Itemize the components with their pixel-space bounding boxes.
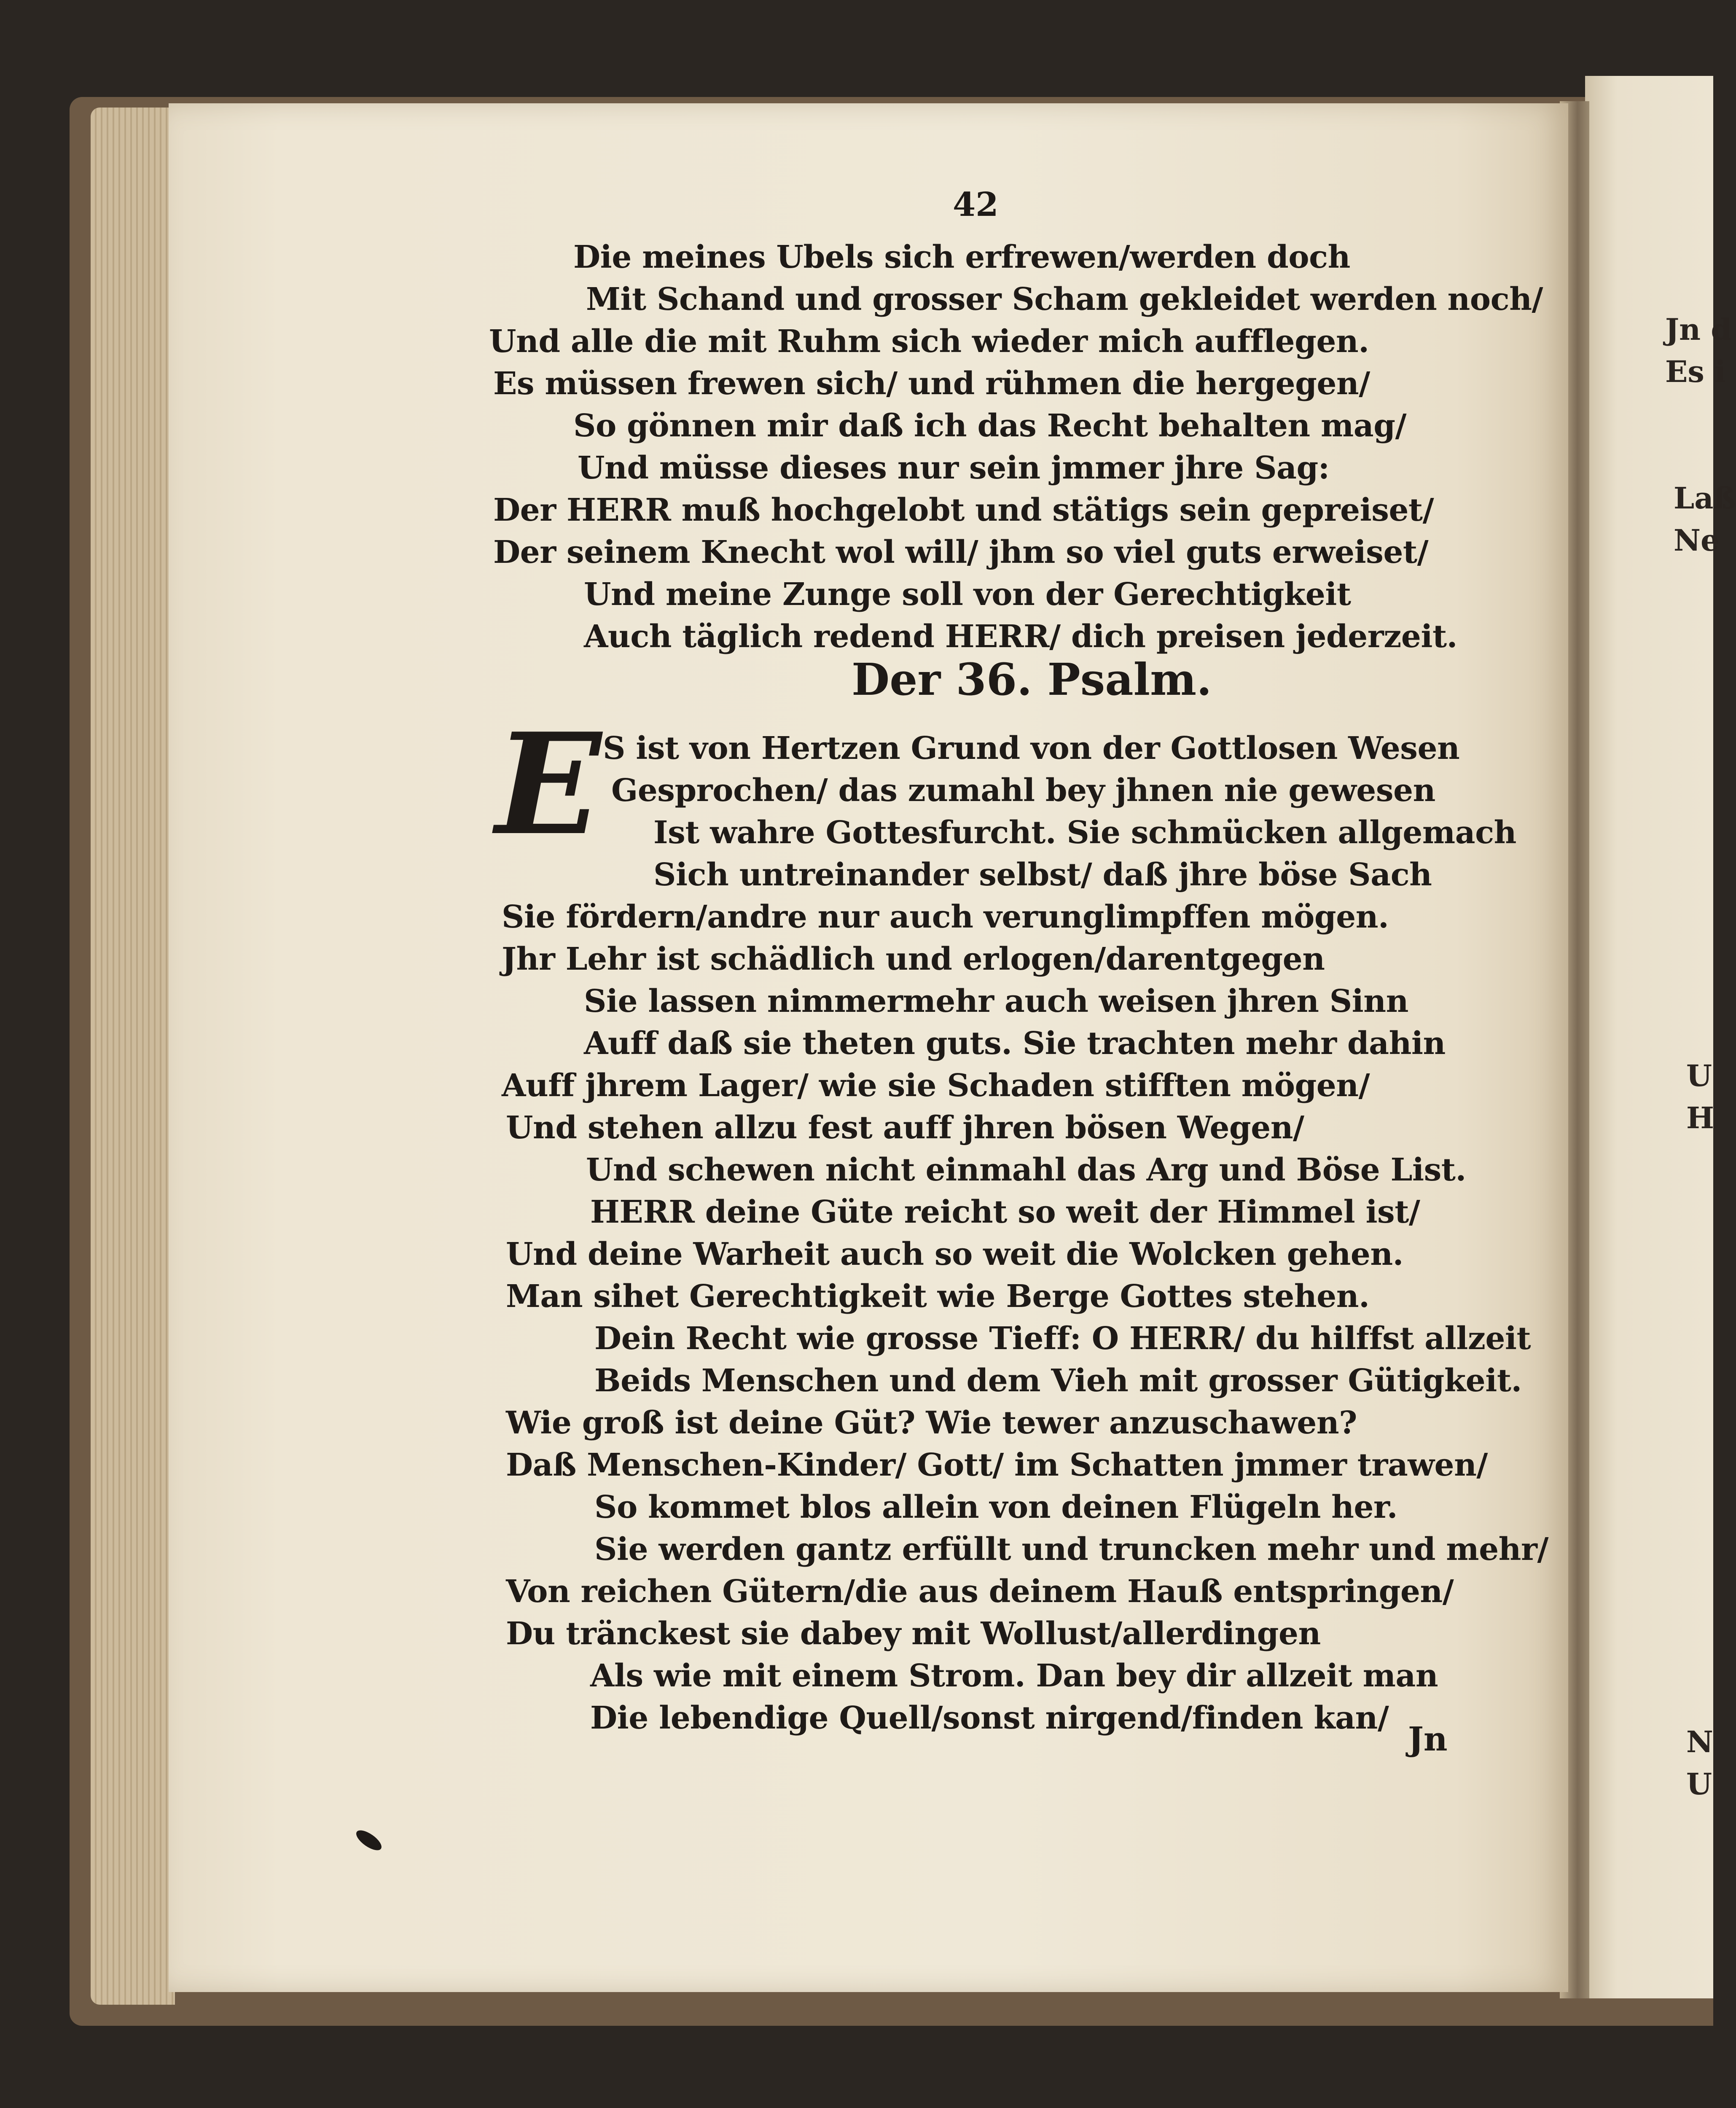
verse-line: Daß Menschen-Kinder/ Gott/ im Schatten jmmer trawen/ bbox=[506, 1447, 1488, 1483]
catchword: Jn bbox=[1408, 1720, 1448, 1758]
verse-line: Der seinem Knecht wol will/ jhm so viel guts erweiset/ bbox=[493, 534, 1429, 570]
verse-line: Gesprochen/ das zumahl bey jhnen nie gewesen bbox=[611, 772, 1435, 809]
facing-fragment: Laß bbox=[1674, 481, 1736, 516]
verse-line: Jhr Lehr ist schädlich und erlogen/darentgegen bbox=[502, 941, 1325, 977]
psalm-heading: Der 36. Psalm. bbox=[852, 653, 1212, 705]
verse-line: Sie werden gantz erfüllt und truncken mehr und mehr/ bbox=[594, 1531, 1548, 1568]
verse-line: Und deine Warheit auch so weit die Wolcken gehen. bbox=[506, 1236, 1403, 1272]
verse-line: Es müssen frewen sich/ und rühmen die hergegen/ bbox=[493, 366, 1370, 402]
verse-line: Beids Menschen und dem Vieh mit grosser Gütigkeit. bbox=[594, 1363, 1522, 1399]
verse-line: HERR deine Güte reicht so weit der Himmel ist/ bbox=[590, 1194, 1420, 1230]
facing-fragment: H bbox=[1686, 1100, 1715, 1135]
facing-fragment: Ne bbox=[1674, 523, 1720, 558]
verse-line: Und schewen nicht einmahl das Arg und Böse List. bbox=[586, 1152, 1466, 1188]
verse-line: Ist wahre Gottesfurcht. Sie schmücken allgemach bbox=[653, 815, 1516, 851]
facing-fragment: N bbox=[1686, 1724, 1713, 1759]
drop-cap: E bbox=[495, 702, 602, 866]
verse-line: Sich untreinander selbst/ daß jhre böse Sach bbox=[653, 857, 1432, 893]
verse-line: Und alle die mit Ruhm sich wieder mich aufflegen. bbox=[489, 323, 1369, 360]
verse-line: Als wie mit einem Strom. Dan bey dir allzeit man bbox=[590, 1658, 1438, 1694]
facing-fragment: Jn d bbox=[1665, 312, 1732, 347]
verse-line: Sie lassen nimmermehr auch weisen jhren Sinn bbox=[584, 983, 1408, 1019]
verse-line: Und müsse dieses nur sein jmmer jhre Sag: bbox=[578, 450, 1330, 486]
verse-line: Von reichen Gütern/die aus deinem Hauß entspringen/ bbox=[506, 1573, 1454, 1610]
verse-line: Und stehen allzu fest auff jhren bösen Wegen/ bbox=[506, 1110, 1304, 1146]
verse-line: Man sihet Gerechtigkeit wie Berge Gottes stehen. bbox=[506, 1278, 1370, 1315]
facing-fragment: U bbox=[1686, 1058, 1712, 1093]
verse-line: Mit Schand und grosser Scham gekleidet werden noch/ bbox=[586, 281, 1543, 317]
verse-line: So gönnen mir daß ich das Recht behalten mag/ bbox=[573, 408, 1407, 444]
facing-fragment: U bbox=[1686, 1767, 1712, 1801]
verse-line: Wie groß ist deine Güt? Wie tewer anzuschawen? bbox=[506, 1405, 1357, 1441]
page-number: 42 bbox=[953, 186, 999, 224]
verse-line: S ist von Hertzen Grund von der Gottlosen Wesen bbox=[603, 730, 1460, 766]
verse-line: Sie fördern/andre nur auch verunglimpffen mögen. bbox=[502, 899, 1389, 935]
verse-line: Auff daß sie theten guts. Sie trachten mehr dahin bbox=[584, 1025, 1446, 1062]
page-edges bbox=[91, 108, 175, 2005]
verse-line: Und meine Zunge soll von der Gerechtigkeit bbox=[584, 576, 1351, 613]
verse-line: So kommet blos allein von deinen Flügeln her. bbox=[594, 1489, 1397, 1525]
verse-line: Die lebendige Quell/sonst nirgend/finden kan/ bbox=[590, 1700, 1389, 1736]
facing-page bbox=[1585, 76, 1736, 1998]
facing-fragment: Es i bbox=[1665, 354, 1726, 389]
verse-line: Der HERR muß hochgelobt und stätigs sein gepreiset/ bbox=[493, 492, 1434, 528]
verse-line: Dein Recht wie grosse Tieff: O HERR/ du hilffst allzeit bbox=[594, 1320, 1531, 1357]
verse-line: Die meines Ubels sich erfrewen/werden doch bbox=[573, 239, 1350, 275]
verse-line: Auch täglich redend HERR/ dich preisen jederzeit. bbox=[584, 618, 1457, 655]
verse-line: Du tränckest sie dabey mit Wollust/allerdingen bbox=[506, 1616, 1321, 1652]
verse-line: Auff jhrem Lager/ wie sie Schaden stifften mögen/ bbox=[502, 1067, 1370, 1104]
